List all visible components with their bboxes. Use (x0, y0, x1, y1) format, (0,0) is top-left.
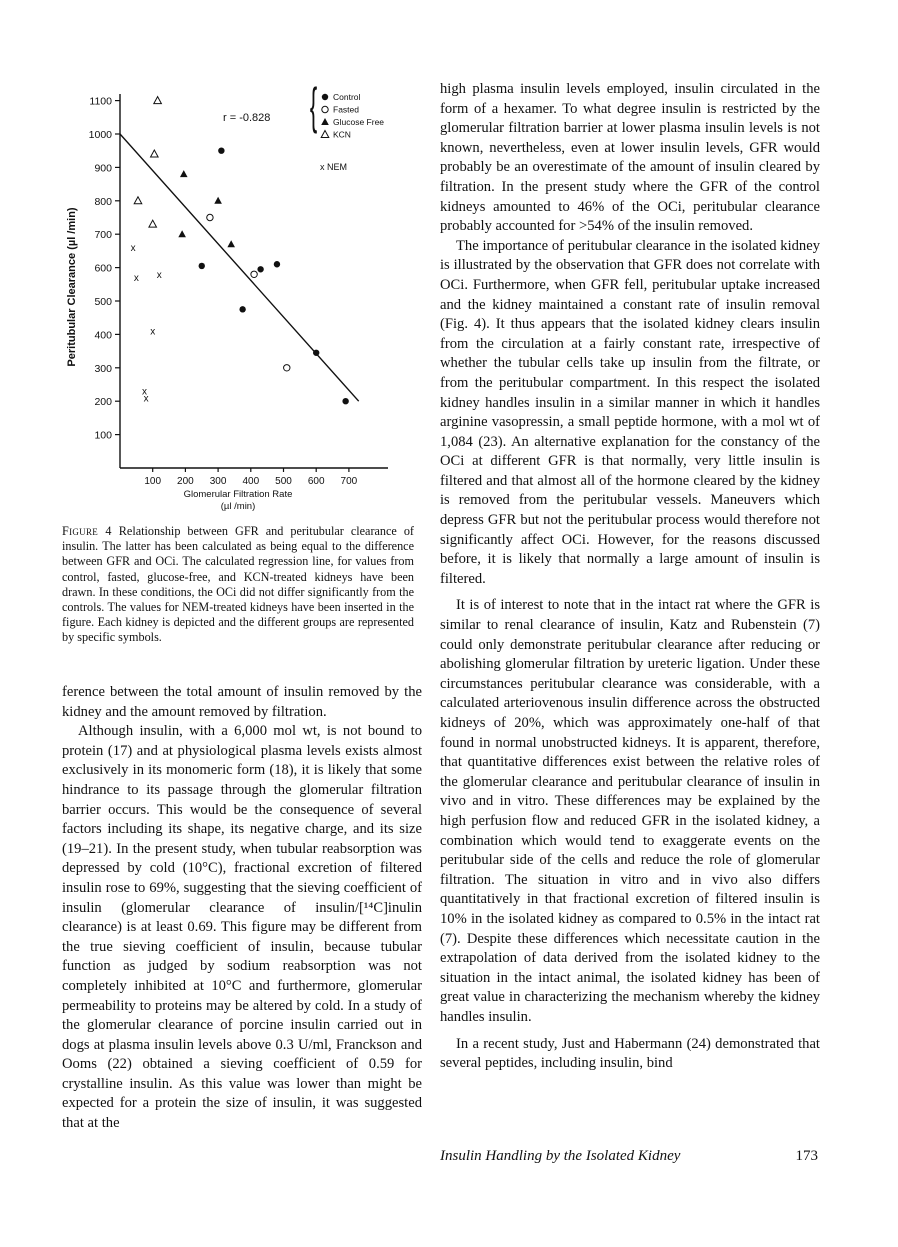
data-point-nem: x (142, 386, 148, 398)
data-point-control (274, 261, 280, 267)
regression-line (120, 134, 359, 401)
right-paragraph: It is of interest to note that in the intact rat where the GFR is similar to renal clearance of insulin, Katz and Rubenstein (7) could only demonstrate peritubular clearance after reducing or abolishing glomerular filtration by ureteric ligation. Under these circumstances peritubular clearance was considerable, with a calculated arteriovenous insulin difference across the obstructed kidneys of 20%, which was approximately one-half of that found in normal unobstructed kidneys. It is apparent, therefore, that quantitative differences exist between the relative roles of the glomerular clearance and peritubular clearance of insulin in vivo and in vitro. These differences may be explained by the high perfusion flow and reduced GFR in the isolated kidney, a combination which would tend to exaggerate events on the peritubular side of the cells and reduce the role of glomerular filtration. The situation in vitro and in vivo also differs quantitatively in that fractional excretion of filtered insulin is 10% in the isolated kidney as compared to 0.5% in the intact rat (7). Despite these differences which necessitate caution in the extrapolation of data derived from the isolated kidney to the situation in the intact animal, the isolated kidney has been of great value in characterizing the mechanism whereby the kidney handles insulin. (440, 597, 820, 1025)
data-point-control (257, 266, 263, 272)
data-point-kcn (134, 197, 142, 204)
left-paragraph: Although insulin, with a 6,000 mol wt, is not bound to protein (17) and at physiological plasma levels exists almost exclusively in its monomeric form (18), it is likely that some hindrance to its passage through the glomerular filtration barrier occurs. This would be the consequence of several factors including its shape, its negative charge, and its size (19–21). In the present study, when tubular reabsorption was depressed by cold (10°C), fractional excretion of filtered insulin rose to 69%, suggesting that the sieving coefficient of insulin (glomerular clearance of insulin/[¹⁴C]inulin clearance) is at least 0.69. This figure may be different from the true sieving coefficient of insulin, because tubular function as judged by sodium reabsorption was not completely inhibited at 10°C and furthermore, glomerular permeability to proteins may be altered by cold. In a study of the glomerular clearance of porcine insulin carried out in dogs at plasma insulin levels above 0.3 U/ml, Franckson and Ooms (22) obtained a sieving coefficient of 0.59 for crystalline insulin. As this value was lower than might be expected for a protein the size of insulin, it was suggested that at the (62, 723, 422, 1132)
figure-caption (62, 524, 414, 646)
caption-label: Figure 4 (62, 524, 112, 538)
x-tick-label: 600 (307, 476, 325, 487)
y-tick-label: 200 (94, 396, 112, 409)
left-paragraph: ference between the total amount of insulin removed by the kidney and the amount removed by filtration. (62, 684, 422, 720)
data-point-glucose-free (227, 240, 235, 247)
y-tick-label: 700 (94, 229, 112, 242)
data-point-glucose-free (214, 197, 222, 204)
data-point-kcn (154, 97, 162, 104)
legend-label: Control (333, 92, 361, 102)
data-point-kcn (151, 150, 159, 157)
x-tick-label: 200 (177, 476, 194, 487)
legend-nem: x NEM (320, 162, 347, 172)
legend-marker (322, 106, 328, 112)
x-tick-label: 500 (275, 476, 292, 487)
x-tick-label: 700 (340, 476, 358, 487)
y-tick-label: 1000 (88, 129, 112, 141)
x-axis-label: Glomerular Filtration Rate (183, 489, 293, 500)
chart-points (131, 97, 349, 405)
data-point-nem: x (156, 269, 162, 281)
x-tick-label: 300 (209, 476, 227, 487)
right-paragraph: In a recent study, Just and Habermann (24) demonstrated that several peptides, including insulin, bind (440, 1035, 820, 1072)
chart-legend (321, 92, 384, 140)
legend-marker (321, 131, 329, 138)
right-paragraph: high plasma insulin levels employed, insulin circulated in the form of a hexamer. To what degree insulin is restricted by the glomerular filtration barrier at lower plasma insulin levels is not known, nevertheless, even at lower insulin levels, GFR would probably be an overestimate of the amount of insulin cleared by filtration. In the present study where the GFR of the control kidneys amounted to 46% of the OCi, peritubular clearance probably accounted for >54% of the insulin removed. (440, 81, 820, 235)
chart-axes (120, 94, 388, 468)
caption-text: Relationship between GFR and peritubular clearance of insulin. The latter has been calculated as being equal to the difference between GFR and OCi. The calculated regression line, for values from control, fasted, glucose-free, and KCN-treated kidneys have been drawn. In these conditions, the OCi did not differ significantly from the controls. The values for NEM-treated kidneys have been inserted in the figure. Each kidney is depicted and the different groups are represented by specific symbols. (62, 524, 414, 645)
x-axis-unit: (µl /min) (220, 501, 256, 512)
right-paragraph: The importance of peritubular clearance in the isolated kidney is illustrated by the observation that GFR does not correlate with OCi. Furthermore, when GFR fell, peritubular uptake increased and the kidney maintained a constant rate of insulin removal (Fig. 4). It thus appears that the isolated kidney clears insulin from the circulation at a fairly constant rate, irrespective of whether the tubular cells take up insulin from the filtrate, or from the peritubular compartment. In this respect the isolated kidney handles insulin in a similar manner in which it handles arginine vasopressin, a small peptide hormone, with a mol wt of 1,084 (23). An alternative explanation for the constancy of the OCi at different GFR is that normally, very little insulin is filtered and that almost all of the hormone cleared by the kidney is removed from the peritubular vessels. Maneuvers which depress GFR but not the peritubular process would therefore not significantly affect OCi. However, for the reasons discussed before, it is likely that normally a large amount of insulin is filtered. (440, 237, 820, 587)
legend-label: Glucose Free (333, 117, 385, 127)
right-column-text (440, 80, 820, 1074)
left-column-text (62, 683, 422, 1134)
legend-marker (321, 118, 329, 125)
data-point-fasted (207, 214, 213, 220)
legend-label: KCN (333, 129, 351, 140)
running-title: Insulin Handling by the Isolated Kidney (440, 1148, 681, 1164)
data-point-control (342, 398, 348, 404)
y-tick-label: 300 (94, 362, 112, 375)
page-number: 173 (795, 1148, 818, 1164)
data-point-nem: x (143, 393, 149, 405)
data-point-nem: x (130, 243, 136, 255)
y-tick-label: 500 (94, 296, 112, 308)
data-point-fasted (251, 271, 257, 277)
data-point-glucose-free (178, 230, 186, 237)
x-tick-label: 100 (144, 476, 162, 487)
y-tick-label: 1100 (89, 95, 112, 108)
legend-label: Fasted (333, 104, 359, 115)
data-point-fasted (284, 365, 290, 371)
data-point-glucose-free (180, 170, 188, 177)
legend-marker (322, 94, 328, 100)
y-tick-label: 600 (94, 262, 112, 275)
data-point-kcn (149, 220, 157, 227)
y-tick-label: 900 (94, 162, 112, 175)
data-point-control (239, 306, 245, 312)
correlation-label: r = -0.828 (223, 112, 271, 124)
y-axis-label: Peritubular Clearance (µl /min) (66, 207, 78, 367)
data-point-nem: x (133, 273, 139, 285)
y-tick-label: 100 (94, 429, 112, 442)
data-point-control (218, 148, 224, 154)
x-tick-label: 400 (242, 476, 260, 487)
y-tick-label: 400 (94, 329, 112, 342)
legend-brace: { (309, 82, 318, 135)
y-tick-label: 800 (94, 195, 112, 208)
data-point-nem: x (150, 326, 156, 338)
chart-ticks (89, 96, 358, 487)
data-point-control (199, 263, 205, 269)
figure-4-scatter-plot (58, 82, 403, 514)
data-point-control (313, 350, 319, 356)
